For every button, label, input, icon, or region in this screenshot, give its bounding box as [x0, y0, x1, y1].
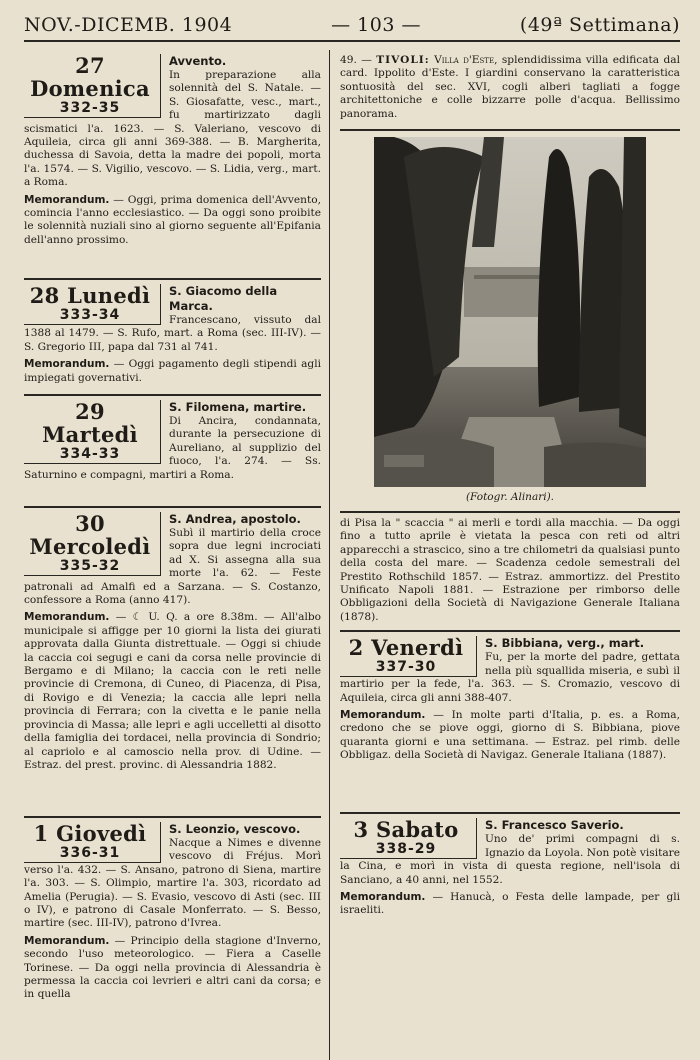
tivoli-description: 49. — TIVOLI: Villa d'Este, splendidissima villa edificata dal card. Ippolito d'Este. I giardini conservano la caratteristica sontuosità del sec. XVI, cogli alberi tagliati a fogge architettoniche e colle bizzarre polle d'acqua. Bellissimo panorama. [340, 50, 680, 131]
header-date: NOV.-DICEMB. 1904 [24, 14, 233, 36]
photo-caption: (Fotogr. Alinari). [465, 491, 555, 504]
left-column [24, 50, 330, 1060]
day-entry [340, 814, 680, 923]
saint-name: S. Giacomo della Marca. [169, 284, 278, 313]
saint-name: S. Bibbiana, verg., mart. [485, 636, 645, 651]
memo-label: Memorandum. [24, 934, 110, 947]
memo-label: Memorandum. [24, 611, 110, 624]
saint-name: S. Filomena, martire. [169, 400, 307, 414]
memo-text: — ☾ U. Q. a ore 8.38m. — All'albo municipale si affigge per 10 giorni la lista dei giurati approvata dalla Giunta distrettuale. — Oggi si chiude la caccia coi segugi e cani da corsa nelle provincie di Bergamo e di Milano; la caccia con le reti nelle provincie di Cremona, di Cuneo, di Piacenza, di Pisa, di Rovigo e di Venezia; la caccia alle lepri nella provincia di Ferrara; con la civetta e le panie nella provincia di Massa; alle lepri e agli uccelletti al disotto della famiglia dei tordacei, nella provincia di Sondrio; al capriolo e al camoscio nella prov. di Udine. — Estraz. del prest. provinc. di Alessandria 1882. [24, 611, 321, 771]
day-text: Uno de' primi compagni di s. Ignazio da Loyola. Non potè visitare la Cina, e morì in vista di questa regione, nell'isola di Sanciano, a 40 anni, nel 1552. [340, 833, 680, 886]
place-subtitle: Villa d'Este, [434, 54, 498, 66]
day-text: Subì il martirio della croce sopra due legni incrociati ad X. Si assegna alla sua morte l'a. 62. — Feste patronali ad Amalfi ed a Sarzana. — S. Costanzo, confessore a Roma (anno 417). [24, 527, 321, 607]
day-entry [340, 632, 680, 814]
day-entry [24, 818, 321, 1008]
day-entry [24, 508, 321, 818]
day-name: 27 Domenica [30, 54, 150, 101]
memorandum [340, 891, 680, 918]
saint-name: S. Andrea, apostolo. [169, 512, 301, 526]
memo-text: — Oggi pagamento degli stipendi agli impiegati governativi. [24, 358, 321, 384]
saint-name: Avvento. [169, 54, 227, 68]
day-title-box [24, 512, 161, 576]
day-name: 29 Martedì [42, 400, 138, 447]
villa-photo [374, 137, 646, 487]
memorandum [24, 358, 321, 385]
day-title-box [24, 54, 161, 118]
right-column [330, 50, 680, 1060]
memo-label: Memorandum. [24, 193, 110, 206]
day-number: 333-34 [59, 307, 121, 323]
memorandum [24, 935, 321, 1002]
day-number: 338-29 [375, 841, 437, 858]
place-text: splendidissima villa edificata dal card. Ippolito d'Este. I giardini conservano la caratteristica sontuosità del sec. XVI, cogli alberi tagliati a fogge architettoniche e colle bizzarre polle d'acqua. Bellissimo panorama. [340, 54, 680, 120]
day-text: Di Ancira, condannata, durante la persecuzione di Aureliano, al supplizio del fuoco, l'a. 274. — Ss. Saturnino e compagni, martiri a Roma. [24, 415, 321, 481]
day-title-box [340, 636, 477, 677]
day-title-box [340, 818, 477, 859]
day-number: 337-30 [375, 659, 437, 676]
day-name: 28 Lunedì [29, 284, 151, 308]
day-number: 334-33 [59, 446, 121, 462]
page-number: — 103 — [331, 14, 421, 36]
day-title-box [24, 400, 161, 464]
place-title: TIVOLI: [376, 54, 430, 66]
memo-text: — In molte parti d'Italia, p. es. a Roma, credono che se piove oggi, giorno di S. Bibbiana, piove quaranta giorni e una settimana. — Estraz. pel rimb. delle Obbligaz. della Società di Navigaz. Generale Italiana (1887). [340, 708, 680, 762]
day-entry [24, 50, 321, 280]
day-text: Fu, per la morte del padre, gettata nella più squallida miseria, e subì il martirio per la fede, l'a. 363. — S. Cromazio, vescovo di Aquileia, circa gli anni 388-407. [340, 651, 680, 704]
day-text: Nacque a Nimes e divenne vescovo di Fréjus. Morì verso l'a. 432. — S. Ansano, patrono di Siena, martire l'a. 303. — S. Olimpio, martire l'a. 303, ricordato ad Amelia (Perugia). — S. Evasio, vescovo di Asti (sec. III o IV), e patrono di Casale Monferrato. — S. Besso, martire (sec. III-IV), patrono d'Ivrea. [24, 837, 321, 930]
day-name: 2 Venerdì [348, 636, 464, 661]
memo-label: Memorandum. [340, 890, 426, 903]
memo-label: Memorandum. [340, 708, 426, 721]
week-label: (49ª Settimana) [519, 14, 680, 36]
day-entry [24, 280, 321, 396]
continuation-text: di Pisa la " scaccia " ai merli e tordi alla macchia. — Da oggi fino a tutto aprile è vietata la pesca con reti od altri apparecchi a strascico, sino a tre chilometri da qualsiasi punto della costa del mare. — Scadenza cedole semestrali del Prestito Rothschild 1857. — Estraz. ammortizz. del Prestito Unificato Napoli 1881. — Estrazione per rimborso delle Obbligazioni della Società di Navigazione Generale Italiana (1878). [340, 511, 680, 632]
day-number: 332-35 [59, 100, 121, 116]
memo-text: — Hanucà, o Festa delle lampade, per gli israeliti. [340, 890, 680, 917]
memorandum [24, 611, 321, 772]
cypress-garden-image [374, 137, 646, 487]
day-text: In preparazione alla solennità del S. Natale. — S. Giosafatte, vesc., mart., fu martirizzato dagli scismatici l'a. 1623. — S. Valeriano, vescovo di Aquileia, circa gli anni 369-388. — B. Margherita, duchessa di Savoia, detta la madre dei popoli, morta l'a. 1574. — S. Vigilio, vescovo. — S. Lidia, verg., mart. a Roma. [24, 69, 321, 189]
saint-name: S. Leonzio, vescovo. [169, 822, 301, 836]
photo-block [340, 131, 680, 503]
memo-text: — Oggi, prima domenica dell'Avvento, comincia l'anno ecclesiastico. — Da oggi sono proibite le solennità nuziali sino al giorno seguente all'Epifania dell'anno prossimo. [24, 193, 321, 246]
memorandum [340, 709, 680, 763]
page-header [24, 14, 680, 42]
day-entry [24, 396, 321, 508]
day-title-box [24, 822, 161, 863]
day-name: 3 Sabato [353, 818, 459, 843]
day-number: 336-31 [59, 845, 121, 861]
entry-number: 49. [340, 54, 357, 66]
memo-text: — Principio della stagione d'Inverno, secondo l'uso meteorologico. — Fiera a Caselle Torinese. — Da oggi nella provincia di Alessandria è permessa la caccia coi levrieri e altri cani da corsa; e in quella [24, 934, 321, 1001]
memo-label: Memorandum. [24, 358, 110, 371]
memorandum [24, 194, 321, 248]
day-text: Francescano, vissuto dal 1388 al 1479. — S. Rufo, mart. a Roma (sec. III-IV). — S. Gregorio III, papa dal 731 al 741. [24, 314, 321, 353]
day-name: 30 Mercoledì [29, 512, 151, 559]
day-name: 1 Giovedì [33, 822, 147, 846]
saint-name: S. Francesco Saverio. [485, 818, 624, 833]
columns [24, 50, 680, 1060]
day-number: 335-32 [59, 558, 121, 574]
day-title-box [24, 284, 161, 325]
